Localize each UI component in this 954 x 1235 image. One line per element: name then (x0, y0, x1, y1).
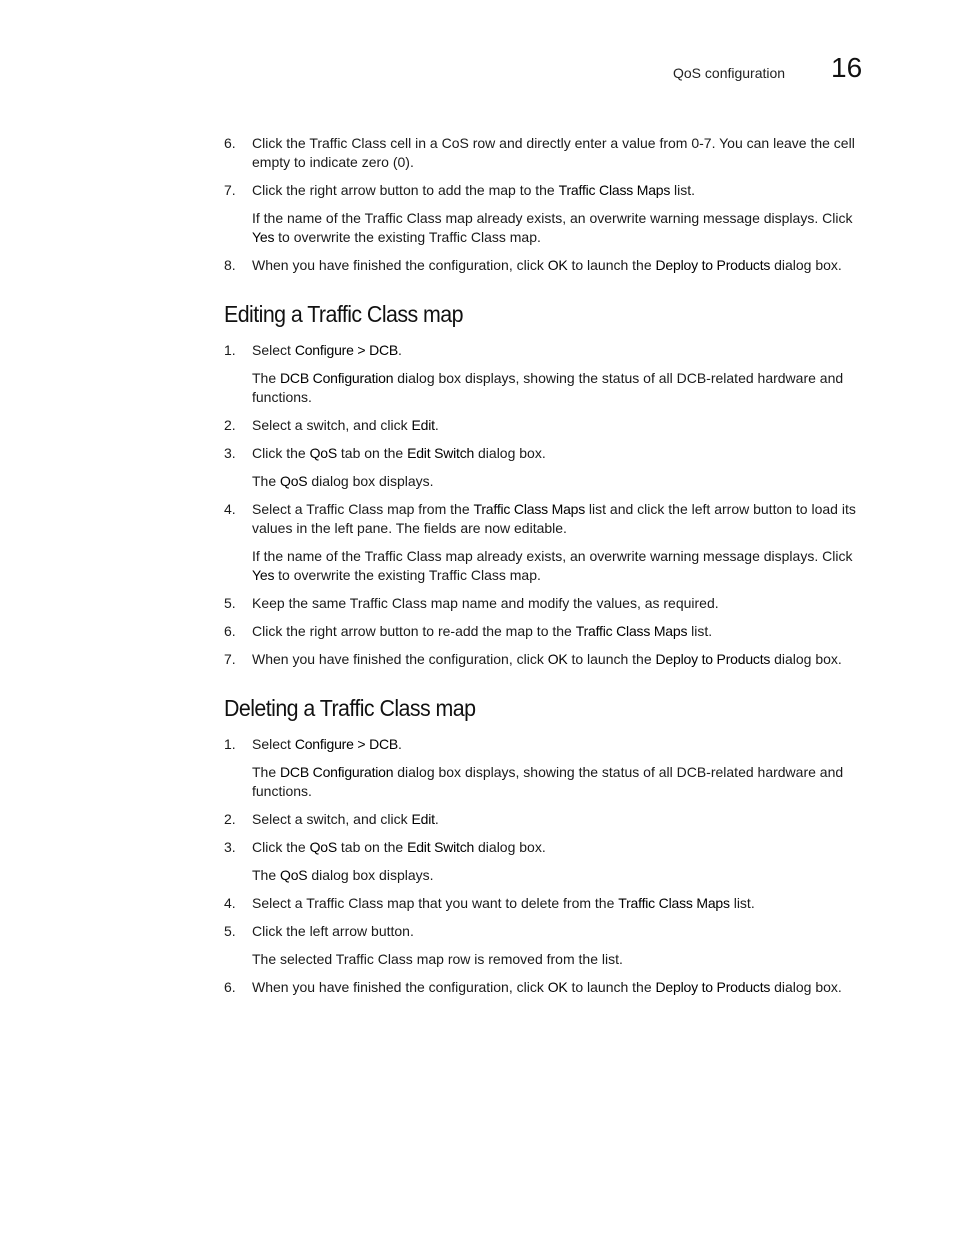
step-number: 2. (224, 417, 236, 433)
text-run: Keep the same Traffic Class map name and modify the values, as required. (252, 595, 719, 611)
step-item (224, 810, 874, 829)
ui-term: QoS (309, 445, 337, 461)
step-text (252, 978, 874, 997)
ui-term: Deploy to Products (655, 979, 771, 995)
step-item (224, 735, 874, 754)
step-text (252, 894, 874, 913)
ui-term: Deploy to Products (655, 257, 771, 273)
text-run: Select (252, 736, 295, 752)
section-heading-editing: Editing a Traffic Class map (224, 301, 463, 327)
ui-term: Traffic Class Maps (575, 623, 688, 639)
text-run: The (252, 764, 281, 780)
text-run: to launch the (567, 257, 656, 273)
text-run: . (434, 811, 439, 827)
editing-steps-list (224, 341, 874, 669)
chapter-number: 16 (831, 52, 863, 83)
intro-steps-list (224, 134, 874, 275)
ui-term: QoS (280, 473, 308, 489)
step-text (252, 922, 874, 941)
step-note (224, 369, 874, 407)
text-run: tab on the (337, 839, 408, 855)
step-number: 5. (224, 595, 236, 611)
step-note (224, 950, 874, 969)
step-text (252, 622, 874, 641)
step-item (224, 894, 874, 913)
step-item (224, 416, 874, 435)
ui-term: Edit (411, 811, 435, 827)
step-note (224, 547, 874, 585)
text-run: tab on the (337, 445, 408, 461)
text-run: list. (670, 182, 696, 198)
text-run: Click the right arrow button to add the map to the (252, 182, 559, 198)
step-text (252, 256, 874, 275)
text-run: dialog box. (474, 839, 546, 855)
step-text (252, 341, 874, 360)
ui-term: Configure > DCB (294, 736, 399, 752)
text-run: If the name of the Traffic Class map already exists, an overwrite warning message displays. Click (252, 548, 853, 564)
ui-term: QoS (280, 867, 308, 883)
step-number: 5. (224, 923, 236, 939)
step-text (252, 650, 874, 669)
text-run: Click the right arrow button to re-add the map to the (252, 623, 576, 639)
step-note (224, 209, 874, 247)
step-number: 7. (224, 651, 236, 667)
ui-term: Traffic Class Maps (473, 501, 586, 517)
step-item (224, 134, 874, 172)
step-item (224, 594, 874, 613)
ui-term: Traffic Class Maps (618, 895, 730, 911)
text-run: to launch the (567, 979, 656, 995)
step-item (224, 500, 874, 538)
step-number: 6. (224, 135, 236, 151)
step-number: 4. (224, 501, 236, 517)
step-text (252, 416, 874, 435)
text-run: to overwrite the existing Traffic Class map. (274, 229, 541, 245)
step-number: 7. (224, 182, 236, 198)
text-run: When you have finished the configuration, click (252, 651, 548, 667)
ui-term: OK (547, 651, 568, 667)
step-item (224, 650, 874, 669)
step-item (224, 922, 874, 941)
step-number: 6. (224, 623, 236, 639)
step-number: 3. (224, 839, 236, 855)
text-run: Select a switch, and click (252, 417, 412, 433)
text-run: Click the (252, 839, 310, 855)
text-run: dialog box displays. (307, 867, 434, 883)
step-text (252, 134, 874, 172)
text-run: Click the Traffic Class cell in a CoS row and directly enter a value from 0-7. You can leave the cell empty to indicate zero (0). (252, 135, 855, 170)
ui-term: OK (547, 257, 568, 273)
text-run: to launch the (567, 651, 656, 667)
step-note (224, 763, 874, 801)
step-number: 4. (224, 895, 236, 911)
text-run: list and click the left arrow button to load its values in the left pane. The fields are now editable. (252, 501, 856, 536)
step-text (252, 594, 874, 613)
section-heading-deleting: Deleting a Traffic Class map (224, 695, 476, 721)
ui-term: QoS (309, 839, 337, 855)
step-number: 8. (224, 257, 236, 273)
ui-term: DCB Configuration (280, 370, 394, 386)
text-run: Click the (252, 445, 310, 461)
text-run: . (398, 342, 402, 358)
step-item (224, 978, 874, 997)
text-run: . (434, 417, 439, 433)
step-text (252, 500, 874, 538)
text-run: dialog box displays, showing the status of all DCB-related hardware and functions. (252, 764, 844, 799)
ui-term: Configure > DCB (294, 342, 399, 358)
text-run: dialog box displays, showing the status of all DCB-related hardware and functions. (252, 370, 844, 405)
text-run: dialog box. (770, 257, 842, 273)
text-run: When you have finished the configuration, click (252, 979, 548, 995)
step-item (224, 622, 874, 641)
text-run: Select (252, 342, 295, 358)
step-number: 3. (224, 445, 236, 461)
step-item (224, 341, 874, 360)
text-run: Select a Traffic Class map from the (252, 501, 474, 517)
step-item (224, 256, 874, 275)
text-run: dialog box. (770, 979, 842, 995)
deleting-steps-list (224, 735, 874, 997)
step-note (224, 472, 874, 491)
step-text (252, 444, 874, 463)
text-run: to overwrite the existing Traffic Class map. (274, 567, 541, 583)
ui-term: Edit Switch (407, 445, 475, 461)
ui-term: Edit Switch (407, 839, 475, 855)
step-number: 2. (224, 811, 236, 827)
ui-term: Traffic Class Maps (558, 182, 671, 198)
step-note (224, 866, 874, 885)
text-run: The (252, 370, 281, 386)
ui-term: Yes (252, 229, 275, 245)
text-run: list. (687, 623, 713, 639)
step-item (224, 181, 874, 200)
text-run: The selected Traffic Class map row is removed from the list. (252, 951, 623, 967)
text-run: Select a switch, and click (252, 811, 412, 827)
header-title: QoS configuration (673, 65, 786, 81)
page-content (224, 134, 874, 997)
text-run: Select a Traffic Class map that you want to delete from the (252, 895, 619, 911)
step-number: 6. (224, 979, 236, 995)
ui-term: OK (547, 979, 568, 995)
text-run: list. (729, 895, 755, 911)
text-run: . (398, 736, 402, 752)
text-run: When you have finished the configuration, click (252, 257, 548, 273)
step-item (224, 444, 874, 463)
ui-term: DCB Configuration (280, 764, 394, 780)
ui-term: Yes (252, 567, 275, 583)
step-item (224, 838, 874, 857)
step-number: 1. (224, 736, 236, 752)
text-run: Click the left arrow button. (252, 923, 414, 939)
step-text (252, 810, 874, 829)
text-run: If the name of the Traffic Class map already exists, an overwrite warning message displays. Click (252, 210, 853, 226)
text-run: dialog box. (770, 651, 842, 667)
step-text (252, 735, 874, 754)
text-run: The (252, 867, 281, 883)
text-run: The (252, 473, 281, 489)
step-text (252, 838, 874, 857)
ui-term: Edit (411, 417, 435, 433)
text-run: dialog box displays. (307, 473, 434, 489)
step-number: 1. (224, 342, 236, 358)
ui-term: Deploy to Products (655, 651, 771, 667)
step-text (252, 181, 874, 200)
text-run: dialog box. (474, 445, 546, 461)
